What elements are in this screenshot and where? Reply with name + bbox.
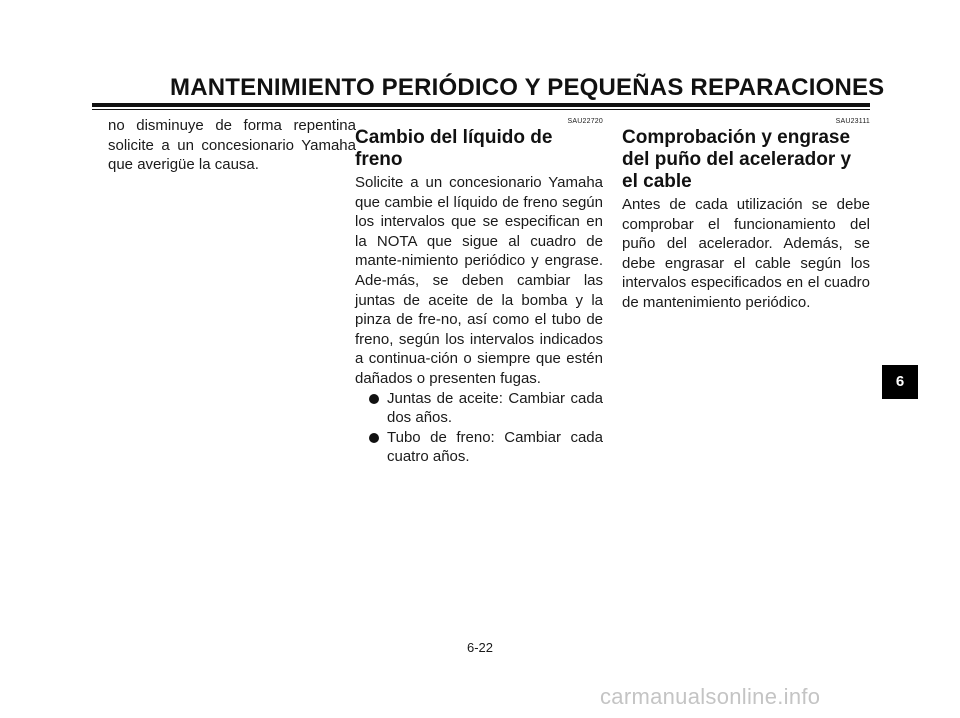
section-throttle: [622, 116, 870, 313]
section-heading: Comprobación y engrase del puño del acelerador y el cable: [622, 127, 852, 192]
section-code: SAU22720: [567, 118, 603, 125]
bullet-dot-icon: [369, 433, 379, 443]
column-continuation: [108, 116, 356, 175]
page-header-title: MANTENIMIENTO PERIÓDICO Y PEQUEÑAS REPARACIONES: [170, 74, 885, 101]
page-number: 6-22: [466, 640, 494, 655]
header-rule-thick: [92, 103, 870, 107]
bullet-text: Juntas de aceite: Cambiar cada dos años.: [387, 389, 603, 427]
chapter-tab: 6: [882, 365, 918, 399]
bullet-item: [369, 389, 603, 428]
section-heading: Cambio del líquido de freno: [355, 127, 553, 170]
bullet-list: [355, 389, 603, 467]
section-paragraph: Solicite a un concesionario Yamaha que cambie el líquido de freno según los intervalos que se especifican en la NOTA que sigue al cuadro de mante-nimiento periódico y engrase. Ade-más, se deben cambiar las juntas de aceite de la bomba y la pinza de fre-no, así como el tubo de freno, según los intervalos indicados a continua-ción o siempre que estén dañados o presenten fugas.: [355, 174, 603, 387]
bullet-item: [369, 428, 603, 467]
watermark: carmanualsonline.info: [600, 684, 821, 709]
section-brake-fluid: [355, 116, 603, 467]
header-rule-thin: [92, 109, 870, 110]
section-code: SAU23111: [835, 118, 870, 125]
bullet-dot-icon: [369, 394, 379, 404]
bullet-text: Tubo de freno: Cambiar cada cuatro años.: [387, 428, 603, 466]
section-paragraph: Antes de cada utilización se debe comprobar el funcionamiento del puño del acelerador. Además, se debe engrasar el cable según los intervalos especificados en el cuadro de mantenimiento periódico.: [622, 196, 870, 311]
continuation-paragraph: no disminuye de forma repentina solicite a un concesionario Yamaha que averigüe la causa.: [108, 117, 356, 174]
